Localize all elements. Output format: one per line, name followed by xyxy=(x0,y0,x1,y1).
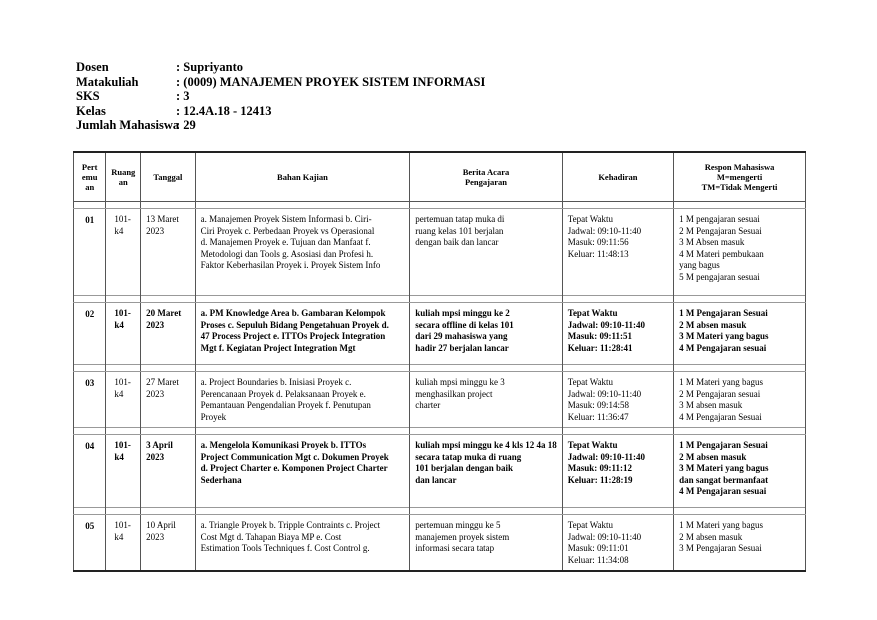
bahan-kajian-cell-line: Cost Mgt d. Tahapan Biaya MP e. Cost xyxy=(200,531,342,542)
kehadiran-cell-line: Keluar: 11:34:08 xyxy=(567,554,629,565)
room-cell: 101-k4 xyxy=(106,515,141,572)
berita-acara-cell-line: kuliah mpsi minggu ke 4 kls 12 4a 18 xyxy=(415,440,557,450)
col-header-respon: Respon Mahasiswa M=mengerti TM=Tidak Mengerti xyxy=(674,152,806,202)
bahan-kajian-cell-line: a. PM Knowledge Area b. Gambaran Kelompok xyxy=(200,308,386,318)
bahan-kajian-cell xyxy=(195,209,410,296)
respon-cell-line: 4 M Materi pembukaan xyxy=(679,248,764,259)
matakuliah-value: : (0009) MANAJEMEN PROYEK SISTEM INFORMASI xyxy=(176,74,486,89)
bahan-kajian-cell-line: Ciri Proyek c. Perbedaan Proyek vs Operasional xyxy=(200,225,375,236)
bahan-kajian-cell-line: Project Communication Mgt c. Dokumen Proyek xyxy=(200,451,389,462)
date-cell-line: 2023 xyxy=(146,531,165,542)
bahan-kajian-cell-line: a. Mengelola Komunikasi Proyek b. ITTOs xyxy=(200,440,367,450)
respon-cell-line: yang bagus xyxy=(679,260,720,270)
kehadiran-cell-line: Masuk: 09:11:56 xyxy=(567,237,629,247)
berita-acara-cell xyxy=(410,303,563,365)
kehadiran-cell-line: Jadwal: 09:10-11:40 xyxy=(567,388,642,399)
kehadiran-cell-line: Masuk: 09:14:58 xyxy=(567,400,630,410)
respon-cell-line: 1 M Pengajaran Sesuai xyxy=(679,308,768,318)
date-cell-line: 2023 xyxy=(146,319,165,330)
berita-acara-cell xyxy=(410,209,563,296)
jumlah-value: : 29 xyxy=(176,118,196,133)
date-cell xyxy=(141,435,196,508)
kehadiran-cell-line: Jadwal: 09:10-11:40 xyxy=(567,451,646,462)
kehadiran-cell-line: Keluar: 11:48:13 xyxy=(567,248,629,259)
bahan-kajian-cell-line: Proses c. Sepuluh Bidang Pengetahuan Proyek d. xyxy=(200,319,389,330)
bahan-kajian-cell-line: Proyek xyxy=(200,411,227,422)
date-cell-line: 20 Maret xyxy=(146,308,182,318)
berita-acara-cell-line: dengan baik dan lancar xyxy=(415,237,499,247)
respon-cell-line: 1 M Materi yang bagus xyxy=(679,377,764,387)
respon-cell-line: 2 M Pengajaran sesuai xyxy=(679,388,761,399)
kehadiran-cell-line: Tepat Waktu xyxy=(567,377,613,387)
kehadiran-cell-line: Keluar: 11:28:41 xyxy=(567,342,633,353)
berita-acara-cell xyxy=(410,435,563,508)
berita-acara-cell-line: dari 29 mahasiswa yang xyxy=(415,331,508,341)
dosen-label: Dosen xyxy=(76,60,109,74)
respon-cell xyxy=(674,372,806,428)
table-row xyxy=(74,515,806,572)
kehadiran-cell xyxy=(562,372,673,428)
berita-acara-cell-line: informasi secara tatap xyxy=(415,543,495,553)
bahan-kajian-cell-line: d. Manajemen Proyek e. Tujuan dan Manfaat f. xyxy=(200,237,371,247)
bahan-kajian-cell-line: Metodologi dan Tools g. Asosiasi dan Profesi h. xyxy=(200,248,374,259)
kehadiran-cell-line: Keluar: 11:28:19 xyxy=(567,474,633,485)
table-row xyxy=(74,372,806,428)
respon-cell-line: 5 M pengajaran sesuai xyxy=(679,271,760,282)
date-cell-line: 2023 xyxy=(146,225,165,236)
respon-cell xyxy=(674,303,806,365)
berita-acara-cell-line: secara offline di kelas 101 xyxy=(415,319,514,330)
meeting-number: 03 xyxy=(74,372,106,428)
date-cell-line: 13 Maret xyxy=(146,214,179,224)
room-cell: 101-k4 xyxy=(106,209,141,296)
jumlah-label: Jumlah Mahasiswa xyxy=(76,118,180,133)
date-cell-line: 27 Maret xyxy=(146,377,179,387)
berita-acara-cell xyxy=(410,372,563,428)
kehadiran-cell xyxy=(562,435,673,508)
attendance-table xyxy=(73,151,806,572)
berita-acara-cell-line: charter xyxy=(415,400,441,410)
kehadiran-cell-line: Keluar: 11:36:47 xyxy=(567,411,629,422)
sks-row xyxy=(76,89,485,104)
bahan-kajian-cell-line: d. Project Charter e. Komponen Project Charter xyxy=(200,463,388,473)
sks-label: SKS xyxy=(76,89,100,104)
col-header-pertemuan: Pert emu an xyxy=(74,152,106,202)
respon-cell-line: 3 M Pengajaran Sesuai xyxy=(679,543,762,553)
respon-cell-line: 3 M absen masuk xyxy=(679,400,743,410)
matakuliah-row xyxy=(76,75,485,90)
bahan-kajian-cell xyxy=(195,435,410,508)
berita-acara-cell-line: pertemuan tatap muka di xyxy=(415,214,505,224)
date-cell xyxy=(141,515,196,572)
respon-cell-line: 2 M Pengajaran Sesuai xyxy=(679,225,762,236)
kehadiran-cell-line: Tepat Waktu xyxy=(567,520,613,530)
respon-cell-line: 1 M pengajaran sesuai xyxy=(679,214,760,224)
bahan-kajian-cell-line: a. Triangle Proyek b. Tripple Contraints c. Project xyxy=(200,520,381,530)
row-spacer xyxy=(74,296,806,303)
date-cell-line: 3 April xyxy=(146,440,173,450)
meeting-number: 04 xyxy=(74,435,106,508)
bahan-kajian-cell-line: Perencanaan Proyek d. Pelaksanaan Proyek e. xyxy=(200,388,366,399)
table-row xyxy=(74,209,806,296)
room-cell: 101-k4 xyxy=(106,435,141,508)
berita-acara-cell-line: kuliah mpsi minggu ke 2 xyxy=(415,308,510,318)
bahan-kajian-cell xyxy=(195,372,410,428)
kehadiran-cell-line: Jadwal: 09:10-11:40 xyxy=(567,531,642,542)
kelas-row xyxy=(76,104,485,119)
bahan-kajian-cell-line: Estimation Tools Techniques f. Cost Control g. xyxy=(200,543,370,553)
bahan-kajian-cell-line: Faktor Keberhasilan Proyek i. Proyek Sistem Info xyxy=(200,260,381,270)
respon-cell-line: 2 M absen masuk xyxy=(679,451,747,462)
row-spacer xyxy=(74,202,806,209)
date-cell-line: 10 April xyxy=(146,520,176,530)
kehadiran-cell-line: Jadwal: 09:10-11:40 xyxy=(567,319,646,330)
date-cell-line: 2023 xyxy=(146,388,165,399)
room-cell: 101-k4 xyxy=(106,372,141,428)
date-cell xyxy=(141,372,196,428)
row-spacer xyxy=(74,508,806,515)
bahan-kajian-cell xyxy=(195,303,410,365)
col-header-ruangan: Ruang an xyxy=(106,152,141,202)
respon-cell xyxy=(674,209,806,296)
jumlah-row xyxy=(76,118,485,133)
date-cell-line: 2023 xyxy=(146,451,165,462)
col-header-tanggal: Tanggal xyxy=(141,152,196,202)
date-cell xyxy=(141,303,196,365)
row-spacer xyxy=(74,365,806,372)
respon-cell-line: 2 M absen masuk xyxy=(679,531,743,542)
kehadiran-cell-line: Masuk: 09:11:51 xyxy=(567,331,633,341)
kehadiran-cell-line: Jadwal: 09:10-11:40 xyxy=(567,225,642,236)
berita-acara-cell-line: hadir 27 berjalan lancar xyxy=(415,342,509,353)
bahan-kajian-cell-line: 47 Process Project e. ITTOs Projeck Integration xyxy=(200,331,386,341)
berita-acara-cell-line: dan lancar xyxy=(415,474,457,485)
berita-acara-cell-line: manajemen proyek sistem xyxy=(415,531,510,542)
respon-cell-line: dan sangat bermanfaat xyxy=(679,474,769,485)
course-header xyxy=(76,60,485,133)
kehadiran-cell-line: Masuk: 09:11:12 xyxy=(567,463,633,473)
meeting-number: 02 xyxy=(74,303,106,365)
bahan-kajian-cell-line: a. Project Boundaries b. Inisiasi Proyek c. xyxy=(200,377,352,387)
kehadiran-cell xyxy=(562,515,673,572)
kehadiran-cell xyxy=(562,303,673,365)
berita-acara-cell-line: menghasilkan project xyxy=(415,388,493,399)
respon-cell xyxy=(674,515,806,572)
table-row xyxy=(74,303,806,365)
kehadiran-cell xyxy=(562,209,673,296)
dosen-value: : Supriyanto xyxy=(176,60,244,74)
bahan-kajian-cell-line: Mgt f. Kegiatan Project Integration Mgt xyxy=(200,342,356,353)
kehadiran-cell-line: Tepat Waktu xyxy=(567,308,618,318)
kelas-label: Kelas xyxy=(76,103,106,118)
berita-acara-cell-line: 101 berjalan dengan baik xyxy=(415,463,513,473)
respon-cell-line: 4 M Pengajaran sesuai xyxy=(679,342,767,353)
matakuliah-label: Matakuliah xyxy=(76,74,139,89)
table-header-row xyxy=(74,152,806,202)
bahan-kajian-cell-line: a. Manajemen Proyek Sistem Informasi b. Ciri- xyxy=(200,214,372,224)
respon-cell-line: 3 M Materi yang bagus xyxy=(679,331,769,341)
respon-cell xyxy=(674,435,806,508)
row-spacer xyxy=(74,428,806,435)
respon-cell-line: 2 M absen masuk xyxy=(679,319,747,330)
col-header-kehadiran: Kehadiran xyxy=(562,152,673,202)
respon-cell-line: 4 M Pengajaran Sesuai xyxy=(679,411,762,422)
meeting-number: 05 xyxy=(74,515,106,572)
table-row xyxy=(74,435,806,508)
kehadiran-cell-line: Masuk: 09:11:01 xyxy=(567,543,629,553)
respon-cell-line: 3 M Materi yang bagus xyxy=(679,463,769,473)
berita-acara-cell xyxy=(410,515,563,572)
kehadiran-cell-line: Tepat Waktu xyxy=(567,440,618,450)
berita-acara-cell-line: pertemuan minggu ke 5 xyxy=(415,520,501,530)
respon-cell-line: 1 M Materi yang bagus xyxy=(679,520,764,530)
meeting-number: 01 xyxy=(74,209,106,296)
respon-cell-line: 4 M Pengajaran sesuai xyxy=(679,486,767,496)
berita-acara-cell-line: kuliah mpsi minggu ke 3 xyxy=(415,377,505,387)
berita-acara-cell-line: secara tatap muka di ruang xyxy=(415,451,522,462)
date-cell xyxy=(141,209,196,296)
respon-cell-line: 3 M Absen masuk xyxy=(679,237,745,247)
bahan-kajian-cell-line: Sederhana xyxy=(200,474,242,485)
col-header-berita-acara: Berita Acara Pengajaran xyxy=(410,152,563,202)
berita-acara-cell-line: ruang kelas 101 berjalan xyxy=(415,225,504,236)
kehadiran-cell-line: Tepat Waktu xyxy=(567,214,613,224)
kelas-value: : 12.4A.18 - 12413 xyxy=(176,103,272,118)
bahan-kajian-cell xyxy=(195,515,410,572)
room-cell: 101-k4 xyxy=(106,303,141,365)
respon-cell-line: 1 M Pengajaran Sesuai xyxy=(679,440,768,450)
col-header-bahan-kajian: Bahan Kajian xyxy=(195,152,410,202)
dosen-row xyxy=(76,60,485,75)
bahan-kajian-cell-line: Pemantauan Pengendalian Proyek f. Penutupan xyxy=(200,400,371,410)
sks-value: : 3 xyxy=(176,89,190,104)
